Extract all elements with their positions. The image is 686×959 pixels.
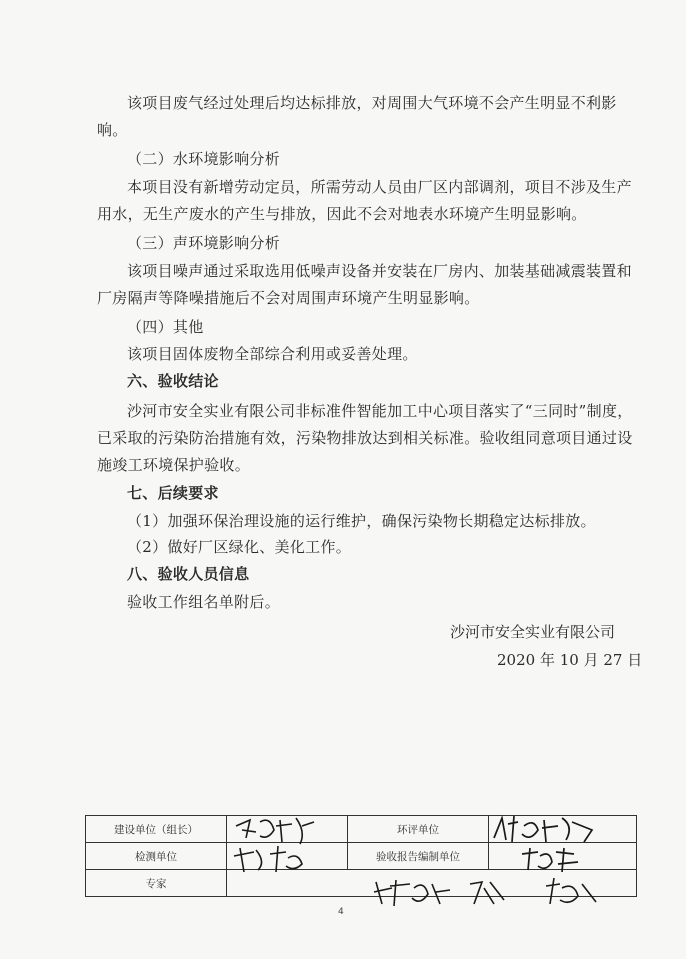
subheading-noise: （三）声环境影响分析 xyxy=(127,234,281,252)
table-row xyxy=(86,816,637,843)
paragraph-conclusion: 沙河市安全实业有限公司非标准件智能加工中心项目落实了“三同时”制度，已采取的污染防治措施有效，污染物排放达到相关标准。验收组同意项目通过设施竣工环境保护验收。 xyxy=(97,402,633,474)
table-cell-label: 检测单位 xyxy=(86,843,227,870)
section-heading-conclusion: 六、验收结论 xyxy=(127,372,219,390)
paragraph-air-impact: 该项目废气经过处理后均达标排放，对周围大气环境不会产生明显不利影响。 xyxy=(97,94,617,139)
subheading-water: （二）水环境影响分析 xyxy=(127,150,281,168)
table-cell-label: 专家 xyxy=(86,870,227,897)
table-cell-signature xyxy=(227,816,348,843)
signature-table xyxy=(85,815,637,897)
table-cell-signature xyxy=(227,870,637,897)
signature-company: 沙河市安全实业有限公司 xyxy=(450,623,616,641)
signature-date: 2020 年 10 月 27 日 xyxy=(497,651,643,669)
section-heading-followup: 七、后续要求 xyxy=(127,484,219,502)
page-number: 4 xyxy=(338,907,344,917)
table-cell-signature xyxy=(489,816,637,843)
section-heading-personnel: 八、验收人员信息 xyxy=(127,565,250,583)
paragraph-water-impact: 本项目没有新增劳动定员，所需劳动人员由厂区内部调剂，项目不涉及生产用水，无生产废水的产生与排放，因此不会对地表水环境产生明显影响。 xyxy=(97,178,632,223)
table-cell-label: 建设单位（组长） xyxy=(86,816,227,843)
table-row xyxy=(86,870,637,897)
requirement-item-1: （1）加强环保治理设施的运行维护，确保污染物长期稳定达标排放。 xyxy=(127,512,596,530)
paragraph-noise-impact: 该项目噪声通过采取选用低噪声设备并安装在厂房内、加装基础减震装置和厂房隔声等降噪措施后不会对周围声环境产生明显影响。 xyxy=(97,262,632,307)
table-cell-signature xyxy=(227,843,348,870)
table-cell-label: 环评单位 xyxy=(348,816,489,843)
subheading-other: （四）其他 xyxy=(127,318,204,336)
paragraph-personnel-note: 验收工作组名单附后。 xyxy=(127,593,281,611)
table-row xyxy=(86,843,637,870)
paragraph-solid-waste: 该项目固体废物全部综合利用或妥善处理。 xyxy=(127,345,418,363)
table-cell-signature xyxy=(489,843,637,870)
table-cell-label: 验收报告编制单位 xyxy=(348,843,489,870)
requirement-item-2: （2）做好厂区绿化、美化工作。 xyxy=(127,538,352,556)
